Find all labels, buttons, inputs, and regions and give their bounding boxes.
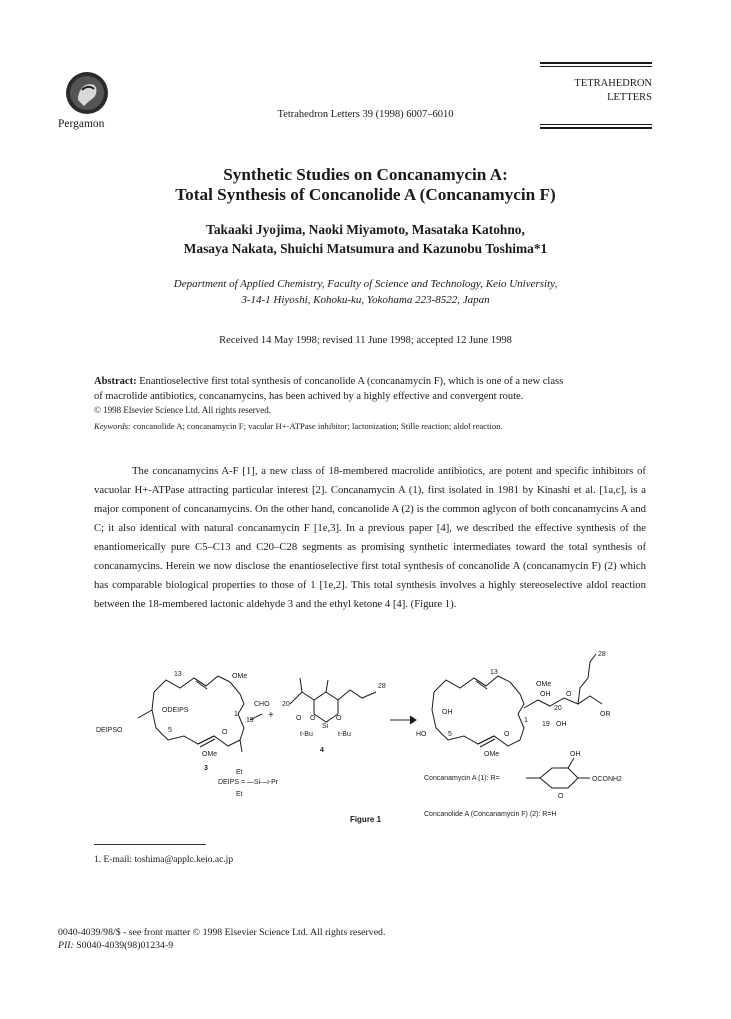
fig-label-et1: Et [236,769,243,776]
footnote-rule [94,844,206,845]
publisher-name: Pergamon [58,118,105,130]
front-matter-line: 0040-4039/98/$ - see front matter © 1998 Elsevier Science Ltd. All rights reserved. [58,927,386,938]
fig-label-o-a: O [222,729,228,736]
abstract-line2: of macrolide antibiotics, concanamycins, has been achived by a highly effective and convergent route. [94,391,524,402]
fig-label-deips-def: DEIPS = —Si—i-Pr [218,779,279,786]
footnote: 1. E-mail: toshima@applc.keio.ac.jp [94,855,234,865]
fig-label-oh-b: OH [442,709,453,716]
fig-label-cmp4: 4 [320,747,324,754]
fig-label-cmp3: 3 [204,765,208,772]
journal-name-line2: LETTERS [607,92,652,103]
fig-label-o-sugar: O [558,793,564,800]
header-rule-bottom-2 [540,127,652,129]
fig-label-1a: 1 [234,711,238,718]
fig-label-5b: 5 [448,731,452,738]
pii-line [58,939,173,952]
pii-label: PII: [58,940,74,951]
abstract-text-1: Enantioselective first total synthesis of concanolide A (concanamycin F), which is one of a new class [139,376,564,387]
abstract-line1 [94,374,646,389]
abstract-copyright: © 1998 Elsevier Science Ltd. All rights reserved. [94,405,272,415]
fig-label-o-r: O [566,691,572,698]
fig-label-plus: + [268,710,274,721]
header-rule-top-2 [540,66,652,67]
body-paragraph [94,462,646,614]
fig-label-concanamycin-a: Concanamycin A (1): R= [424,775,500,782]
fig-label-ome-c: OMe [536,681,552,688]
fig-label-odeips: ODEIPS [162,707,189,714]
fig-label-ome-d: OMe [484,751,500,758]
pii-value: S0040-4039(98)01234-9 [76,940,174,951]
fig-label-tbu1: t-Bu [300,731,313,738]
received-dates: Received 14 May 1998; revised 11 June 1998; accepted 12 June 1998 [219,335,512,346]
fig-label-20b: 20 [554,705,562,712]
fig-label-1b: 1 [524,717,528,724]
fig-label-5a: 5 [168,727,172,734]
fig-label-28a: 28 [378,683,386,690]
article-title-line1: Synthetic Studies on Concanamycin A: [223,165,508,184]
fig-label-cho: CHO [254,701,270,708]
figure-caption: Figure 1 [349,815,382,824]
fig-label-concanolide-a: Concanolide A (Concanamycin F) (2): R=H [424,811,557,818]
fig-label-o-b: O [504,731,510,738]
affiliation-line1: Department of Applied Chemistry, Faculty of Science and Technology, Keio University, [173,278,558,290]
article-title-line2: Total Synthesis of Concanolide A (Concanamycin F) [175,185,556,204]
abstract-label: Abstract: [94,376,137,387]
body-paragraph-text: The concanamycins A-F [1], a new class of 18-membered macrolide antibiotics, are potent and specific inhibitors of vacuolar H+-ATPase attracting particular interest [2]. Concanamycin A (1), first isolated in 1981 by Kinashi et al. [1a,c], is a major component of concanamycins. On the other hand, concanolide A (2) is the common aglycon of both concanamycins A and C; it also identical with natural concanamycin F [1e,3]. In a previous paper [4], we described the effective synthesis of the enantiomerically pure C5–C13 and C20–C28 segments as promising synthetic intermediates toward the total synthesis of concanamycins. Herein we now disclose the enantioselective first total synthesis of concanolide A (concanamycin F) (2) which has comparable biological properties to those of 1 [1e,2]. This total synthesis involves a highly stereoselective aldol reaction between the 18-membered lactonic aldehyde 3 and the ethyl ketone 4 [4]. (Figure 1). [94,465,646,610]
authors-line2: Masaya Nakata, Shuichi Matsumura and Kazunobu Toshima*1 [183,241,548,256]
keywords-line [94,421,654,431]
fig-label-13a: 13 [174,671,182,678]
fig-label-et2: Et [236,791,243,798]
fig-label-o-s1: O [310,715,316,722]
fig-label-28b: 28 [598,651,606,658]
fig-label-20: 20 [282,701,290,708]
fig-label-oh-c: OH [556,721,567,728]
fig-label-oh-a: OH [540,691,551,698]
fig-label-deipso: DEIPSO [96,727,123,734]
fig-label-tbu2: t-Bu [338,731,351,738]
keywords-text: concanolide A; concanamycin F; vacular H+-ATPase inhibitor; lactonization; Stille reaction; aldol reaction. [133,421,503,431]
journal-name-line1: TETRAHEDRON [574,78,652,89]
fig-label-o-k: O [296,715,302,722]
journal-citation: Tetrahedron Letters 39 (1998) 6007–6010 [277,109,454,120]
affiliation-line2: 3-14-1 Hiyoshi, Kohoku-ku, Yokohama 223-8522, Japan [241,294,490,306]
fig-label-or: OR [600,711,611,718]
fig-label-19b: 19 [542,721,550,728]
fig-label-oh-sugar: OH [570,751,581,758]
fig-label-o-s2: O [336,715,342,722]
fig-label-13b: 13 [490,669,498,676]
header-rule-top [540,62,652,64]
fig-label-19a: 19 [246,717,254,724]
fig-label-ho: HO [416,731,427,738]
keywords-label: Keywords: [94,421,131,431]
fig-label-ome-b: OMe [202,751,218,758]
fig-label-si: Si [322,723,329,730]
fig-label-ome-a: OMe [232,673,248,680]
header-rule-bottom [540,124,652,125]
fig-label-oconh2: OCONH2 [592,776,622,783]
figure-1-scheme [94,648,654,820]
authors-line1: Takaaki Jyojima, Naoki Miyamoto, Masataka Katohno, [206,222,525,237]
